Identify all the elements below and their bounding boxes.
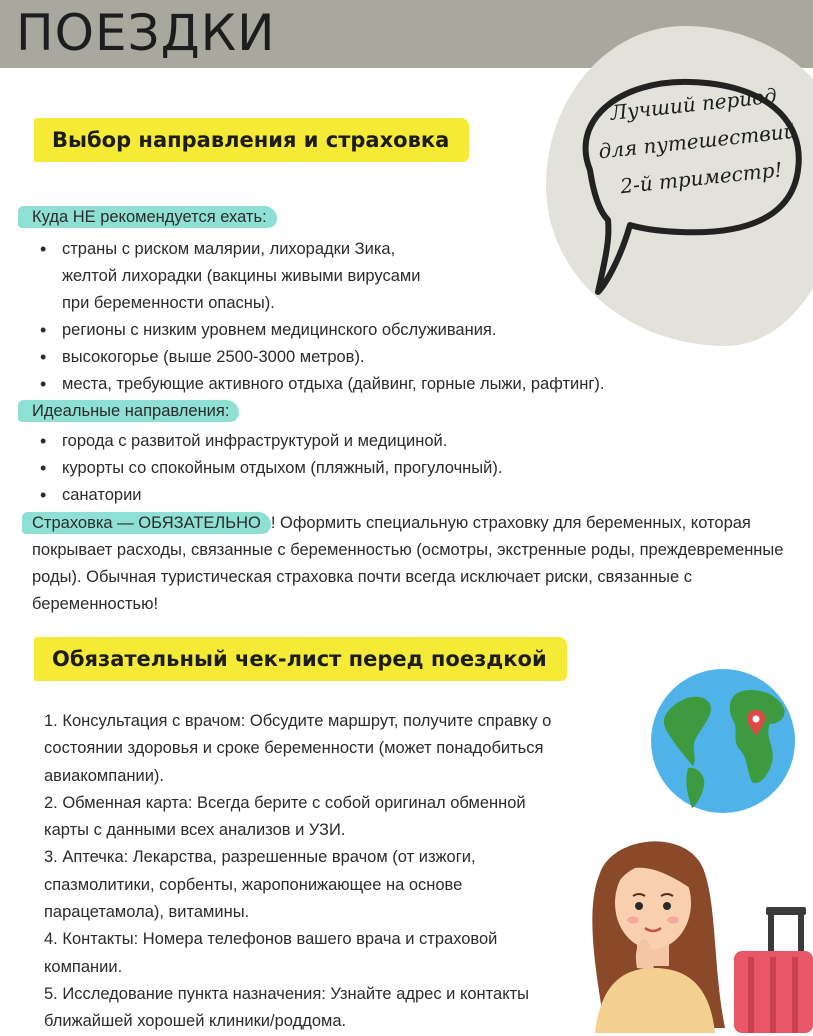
insurance-label: Страховка — ОБЯЗАТЕЛЬНО bbox=[22, 512, 271, 534]
list-item: • регионы с низким уровнем медицинского обслуживания. bbox=[32, 317, 772, 344]
list-item-text: при беременности опасны). bbox=[62, 294, 275, 312]
section-title-checklist bbox=[34, 647, 567, 671]
not-recommended-label bbox=[32, 208, 277, 227]
list-item: • места, требующие активного отдыха (дайвинг, горные лыжи, рафтинг). bbox=[32, 371, 772, 398]
girl-illustration bbox=[575, 818, 735, 1033]
ideal-list bbox=[32, 428, 772, 509]
checklist-item: 2. Обменная карта: Всегда берите с собой оригинал обменной карты с данными всех анализов и УЗИ. bbox=[44, 793, 526, 840]
bubble-text bbox=[585, 75, 810, 208]
page-title: ПОЕЗДКИ bbox=[16, 4, 276, 62]
checklist-item: 5. Исследование пункта назначения: Узнайте адрес и контакты ближайшей хорошей клиники/роддома. bbox=[44, 984, 530, 1031]
list-item: • курорты со спокойным отдыхом (пляжный, прогулочный). bbox=[32, 455, 772, 482]
not-recommended-list bbox=[32, 236, 772, 398]
bubble-line: 2-й триместр! bbox=[619, 157, 784, 199]
list-item-text: желтой лихорадки (вакцины живыми вирусами bbox=[62, 267, 421, 285]
section-title-destination bbox=[34, 128, 469, 152]
ideal-label bbox=[32, 402, 239, 421]
ideal-text: Идеальные направления: bbox=[18, 400, 239, 422]
section-title-text: Обязательный чек-лист перед поездкой bbox=[34, 637, 567, 681]
section-title-text: Выбор направления и страховка bbox=[34, 118, 469, 162]
globe-icon bbox=[648, 666, 798, 816]
suitcase-icon bbox=[730, 905, 813, 1033]
checklist bbox=[44, 708, 564, 1036]
bubble-line: Лучший период bbox=[609, 83, 778, 125]
list-item: • санатории bbox=[32, 482, 772, 509]
insurance-text: ! Оформить специальную страховку для беременных, которая покрывает расходы, связанные с беременностью (осмотры, экстренные роды, преждевременные роды). Обычная туристическая страховка почти всегда исключает риски, связанные с беременностью! bbox=[32, 514, 784, 613]
not-recommended-text: Куда НЕ рекомендуется ехать: bbox=[18, 206, 277, 228]
checklist-item: 1. Консультация с врачом: Обсудите маршрут, получите справку о состоянии здоровья и сроке беременности (может понадобиться авиакомпании). bbox=[44, 712, 552, 785]
checklist-item: 3. Аптечка: Лекарства, разрешенные врачом (от изжоги, спазмолитики, сорбенты, жаропонижающее на основе парацетамола), витамины. bbox=[44, 848, 476, 922]
list-item: • высокогорье (выше 2500-3000 метров). bbox=[32, 344, 772, 371]
insurance-paragraph bbox=[32, 510, 812, 618]
list-item: • города с развитой инфраструктурой и медициной. bbox=[32, 428, 772, 455]
list-item-text: страны с риском малярии, лихорадки Зика, bbox=[62, 240, 396, 258]
bubble-line: для путешествий bbox=[597, 118, 798, 164]
list-item bbox=[32, 236, 772, 317]
checklist-item: 4. Контакты: Номера телефонов вашего врача и страховой компании. bbox=[44, 930, 498, 976]
